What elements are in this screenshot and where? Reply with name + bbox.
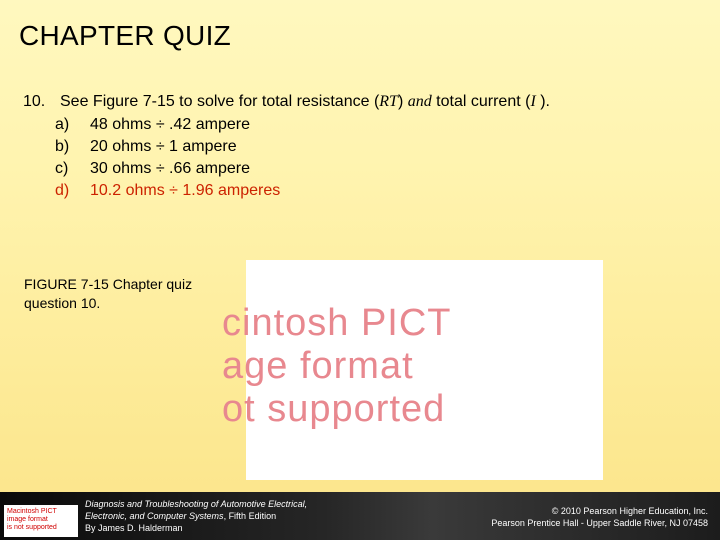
footer-bar	[0, 492, 720, 540]
copyright-notice	[491, 505, 708, 529]
answer-letter: d)	[55, 182, 70, 199]
answer-text: 48 ohms ÷ .42 ampere	[90, 116, 250, 133]
thumbnail-text: Macintosh PICT image format is not supported	[7, 508, 57, 531]
answer-text: 20 ohms ÷ 1 ampere	[90, 138, 237, 155]
book-cover-thumbnail	[4, 505, 78, 537]
answer-text: 10.2 ohms ÷ 1.96 amperes	[90, 182, 281, 199]
figure-caption	[24, 275, 234, 313]
answer-option-a	[55, 114, 280, 136]
book-citation	[85, 498, 307, 534]
figure-caption-text: Chapter quiz question 10.	[24, 276, 193, 311]
answer-letter: c)	[55, 160, 69, 177]
answer-option-b	[55, 136, 280, 158]
question-i: I	[530, 93, 536, 110]
question-rt: RT	[379, 93, 398, 110]
answer-text: 30 ohms ÷ .66 ampere	[90, 160, 250, 177]
copyright-line-1: © 2010 Pearson Higher Education, Inc.	[551, 506, 708, 516]
pict-placeholder-text	[222, 302, 452, 431]
book-title-line-1: Diagnosis and Troubleshooting of Automotive Electrical,	[85, 499, 308, 509]
question-text-after: total current (	[436, 93, 531, 110]
figure-label: FIGURE 7-15	[24, 276, 109, 292]
slide-title: CHAPTER QUIZ	[19, 20, 232, 51]
unsupported-image-placeholder	[222, 260, 603, 480]
question-text-end: ).	[540, 93, 550, 110]
question-number: 10.	[23, 93, 46, 110]
answer-letter: b)	[55, 138, 70, 155]
question-text-before: See Figure 7-15 to solve for total resistance (	[60, 93, 380, 110]
answer-option-d-correct	[55, 180, 280, 202]
answer-option-c	[55, 158, 280, 180]
quiz-question	[23, 93, 550, 111]
pict-line-2: age format	[222, 345, 414, 387]
answer-letter: a)	[55, 116, 70, 133]
question-text-mid: )	[397, 93, 404, 110]
book-title-line-2: Electronic, and Computer Systems	[85, 511, 224, 521]
answer-list	[55, 114, 280, 202]
pict-line-3: ot supported	[222, 388, 446, 430]
copyright-line-2: Pearson Prentice Hall - Upper Saddle River, NJ 07458	[491, 518, 708, 528]
question-and: and	[407, 93, 432, 110]
pict-line-1: cintosh PICT	[222, 302, 452, 344]
book-author: By James D. Halderman	[85, 523, 183, 533]
book-edition: , Fifth Edition	[223, 511, 277, 521]
